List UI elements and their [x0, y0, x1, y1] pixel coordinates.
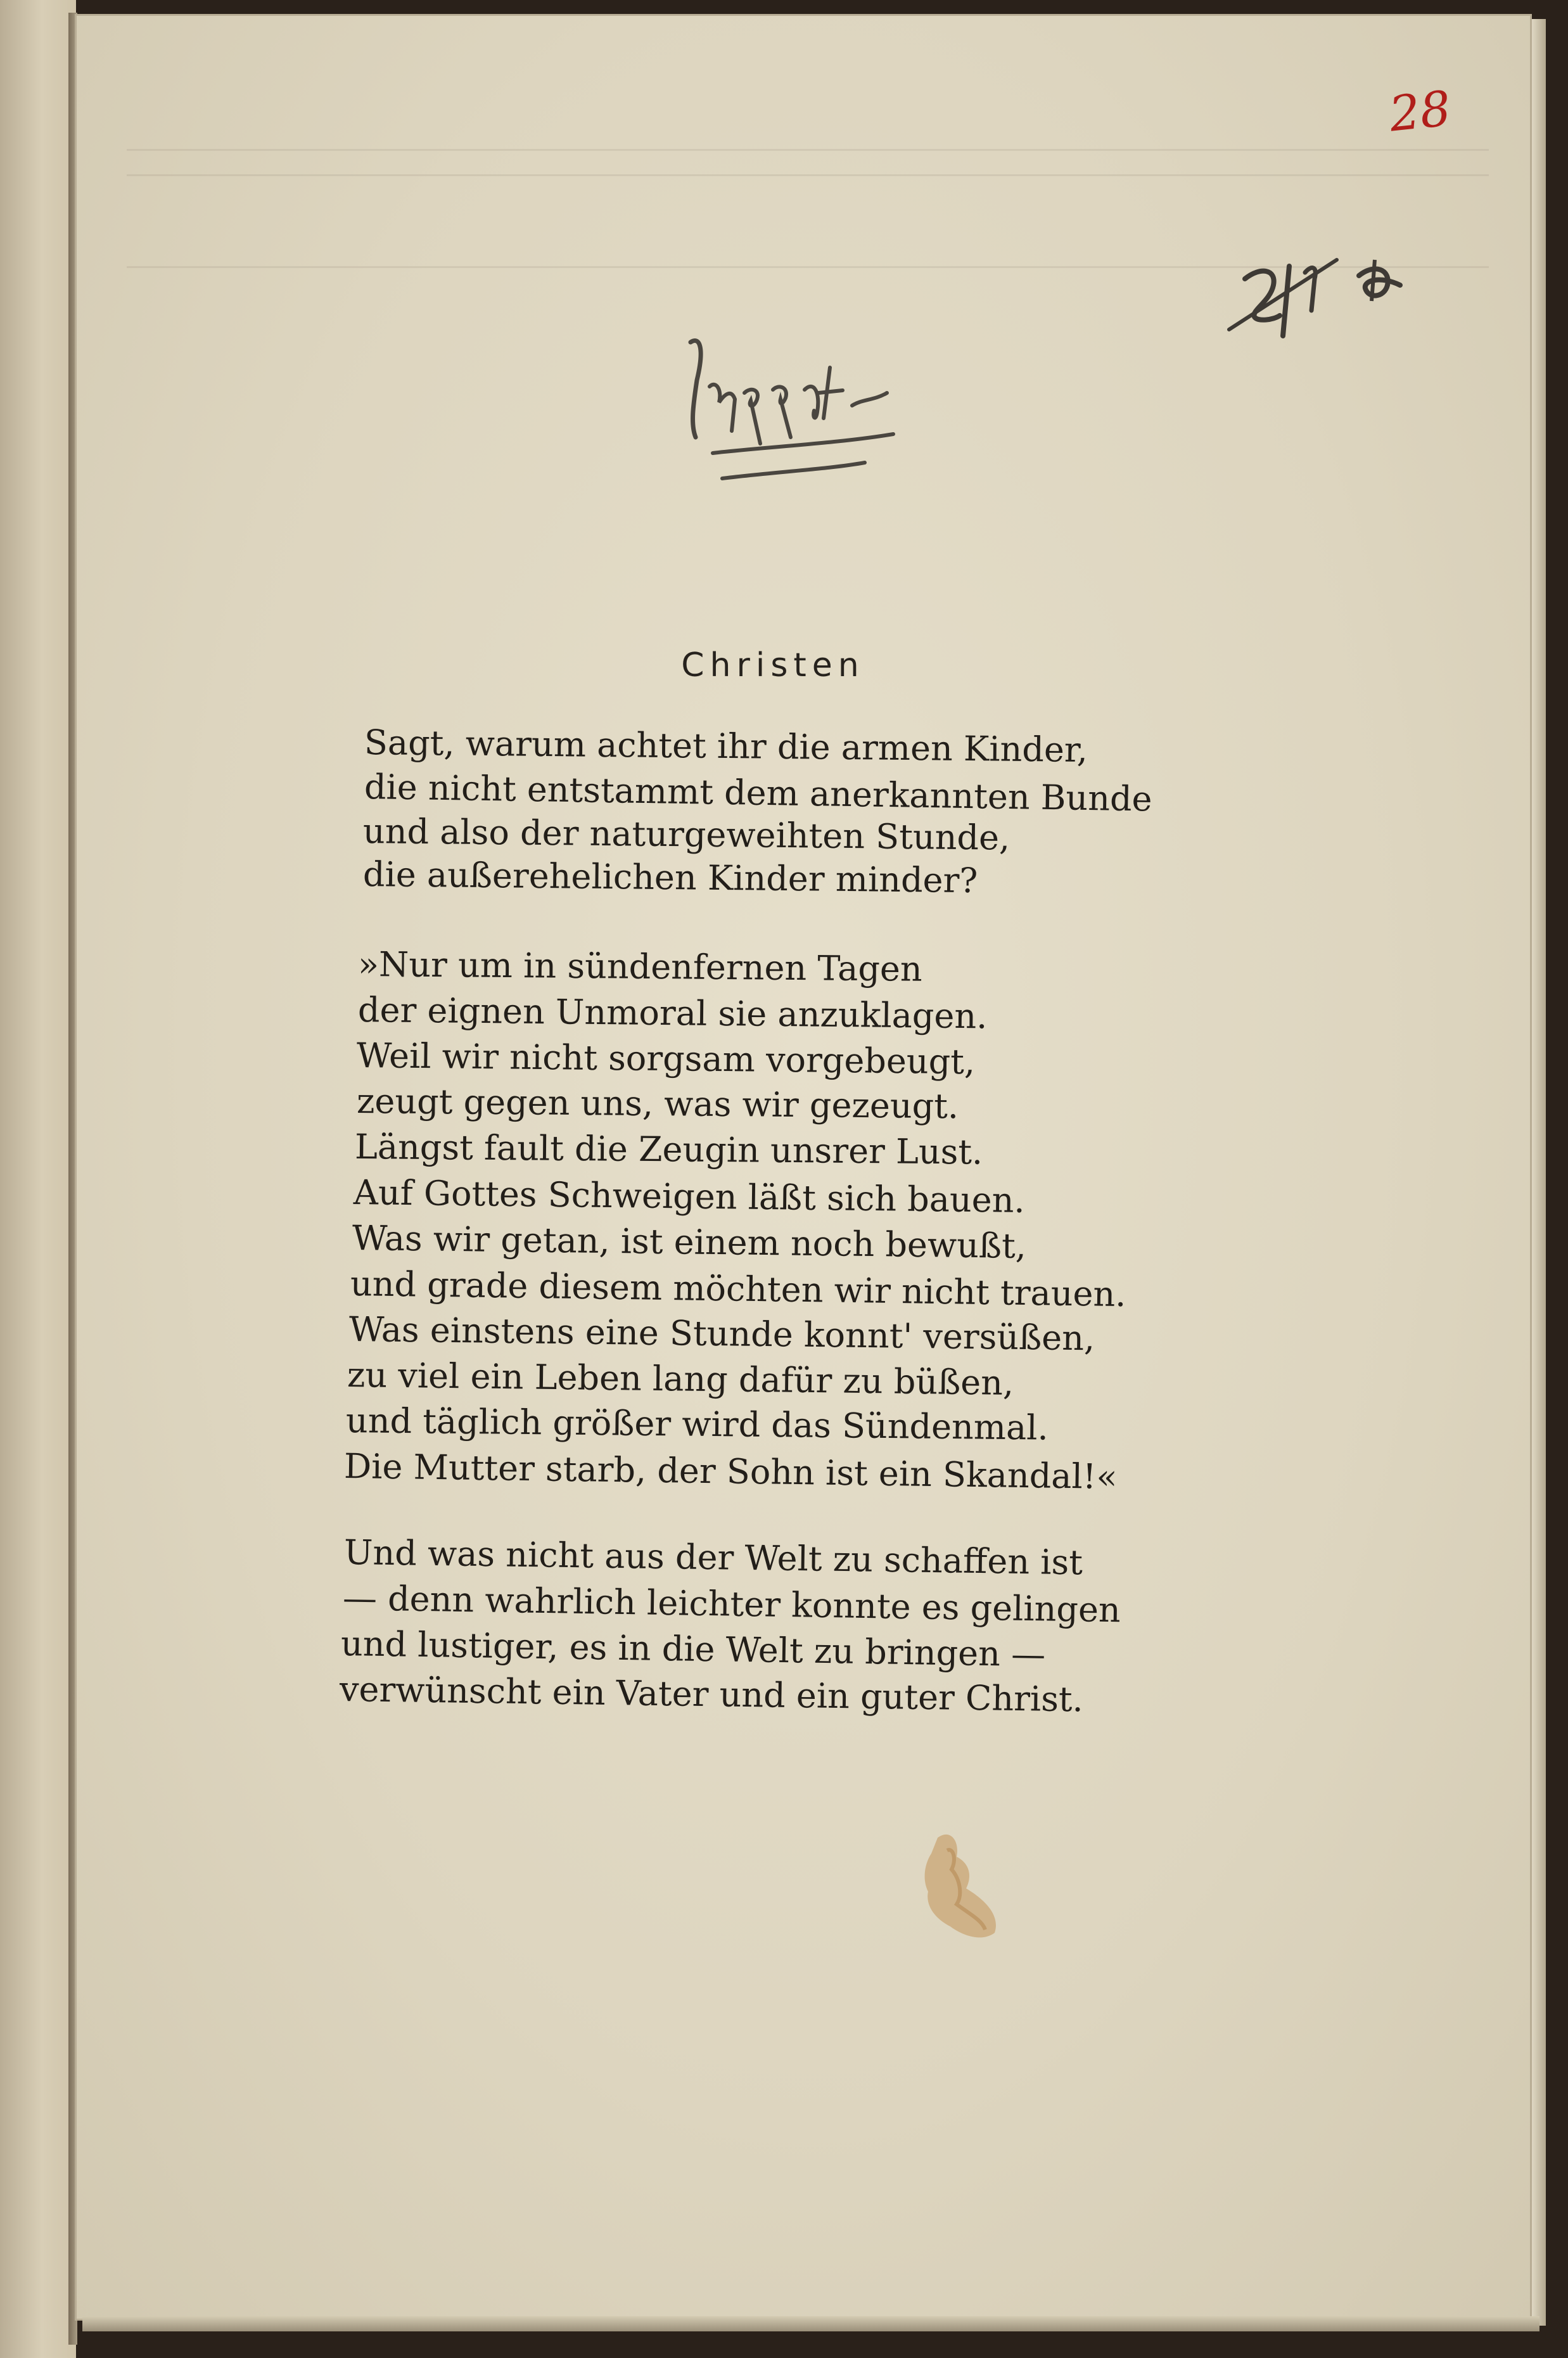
- poem-line: »Nur um in sündenfernen Tagen: [357, 944, 922, 989]
- poem-line: und also der naturgeweihten Stunde,: [362, 811, 1010, 858]
- poem-line: Weil wir nicht sorgsam vorgebeugt,: [356, 1035, 976, 1082]
- poem-line: Und was nicht aus der Welt zu schaffen ist: [343, 1532, 1083, 1583]
- poem-line: die nicht entstammt dem anerkannten Bunde: [364, 767, 1153, 819]
- poem-line: der eignen Unmoral sie anzuklagen.: [357, 990, 988, 1037]
- poem-line: die außerehelichen Kinder minder?: [362, 854, 978, 901]
- poem-line: Sagt, warum achtet ihr die armen Kinder,: [364, 722, 1088, 770]
- poem-title: Christen: [681, 646, 865, 684]
- poem-line: Was wir getan, ist einem noch bewußt,: [352, 1218, 1027, 1266]
- poem-line: Längst fault die Zeugin unsrer Lust.: [354, 1127, 983, 1172]
- poem-line: und grade diesem möchten wir nicht trauen.: [350, 1264, 1126, 1315]
- poem-line: zu viel ein Leben lang dafür zu büßen,: [347, 1355, 1014, 1403]
- poem-line: zeugt gegen uns, was wir gezeugt.: [356, 1081, 959, 1127]
- poem-line: — denn wahrlich leichter konnte es gelingen: [342, 1578, 1121, 1631]
- poem-line: und lustiger, es in die Welt zu bringen —: [340, 1624, 1046, 1675]
- poem-line: Die Mutter starb, der Sohn ist ein Skandal!«: [343, 1446, 1118, 1497]
- poem-line: verwünscht ein Vater und ein guter Christ.: [339, 1669, 1084, 1720]
- poem-line: Auf Gottes Schweigen läßt sich bauen.: [353, 1172, 1026, 1221]
- poem-line: und täglich größer wird das Sündenmal.: [345, 1400, 1049, 1448]
- folio-number-text: 28: [1386, 80, 1454, 143]
- poem-line: Was einstens eine Stunde konnt' versüßen,: [348, 1309, 1095, 1359]
